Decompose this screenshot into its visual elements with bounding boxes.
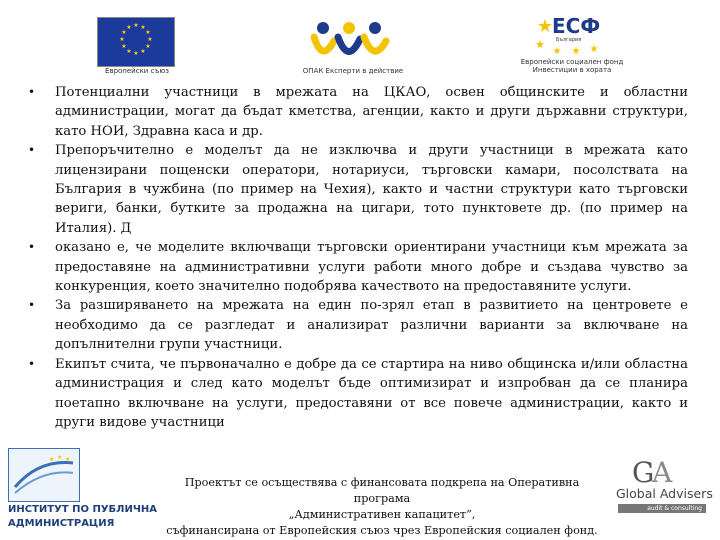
svg-text:★: ★ [121, 43, 127, 50]
svg-text:★: ★ [133, 22, 139, 29]
opak-logo [300, 15, 406, 79]
svg-text:★: ★ [147, 36, 153, 43]
list-item [28, 141, 688, 238]
funding-note-line1: Проектът се осъществява с финансовата подкрепа на Оперативна програма [184, 476, 580, 505]
eu-flag-icon [97, 17, 175, 67]
funding-note-line2: „Административен капацитет”, [288, 508, 476, 521]
esf-caption-line1: Европейски социален фонд [520, 58, 624, 66]
svg-text:★: ★ [65, 456, 71, 463]
esf-logo [512, 10, 632, 80]
opak-caption: ОПАК Експерти в действие [302, 67, 404, 75]
bullet-icon: • [28, 240, 36, 255]
svg-text:★: ★ [140, 48, 146, 55]
ga-mark-icon [630, 456, 690, 486]
svg-text:★: ★ [126, 24, 132, 31]
svg-text:★: ★ [133, 50, 139, 57]
funding-note-line3: съфинансирана от Европейския съюз чрез Европейския социален фонд. [166, 524, 598, 537]
svg-text:★: ★ [140, 24, 146, 31]
svg-text:A: A [652, 456, 673, 486]
bullet-icon: • [28, 356, 36, 371]
svg-text:★: ★ [126, 48, 132, 55]
bullet-icon: • [28, 298, 36, 313]
svg-text:★: ★ [536, 16, 554, 37]
list-item [28, 296, 688, 354]
eu-caption: Европейски съюз [105, 67, 169, 75]
institute-name-line1: ИНСТИТУТ ПО ПУБЛИЧНА [8, 504, 158, 515]
esf-caption-line2: Инвестиции в хората [532, 66, 612, 74]
svg-text:★: ★ [121, 29, 127, 36]
list-item-text: Препоръчително е моделът да не изключва и други участници в мрежата като лицензирани пощенски оператори, нотариуси, търговски камари, посолствата на България в чужбина (по пример на Чехия), както и частни структури като търговски вериги, банки, бутките за продажна на цигари, тото пунктовете др. (по пример на Италия). Д [55, 143, 688, 236]
esf-title: ЕСФ [552, 14, 601, 38]
list-item-text: Екипът счита, че първоначално е добре да се стартира на ниво общинска и/или областна администрация и след като моделът бъде оптимизират и изпробван да се планира поетапно включване на услуги, предоставяни от все повече администрации, както и други видове участници [55, 356, 688, 430]
funding-note [162, 475, 602, 539]
institute-name [8, 503, 157, 531]
list-item-text: Потенциални участници в мрежата на ЦКАО, освен общинските и областни администрации, могат да бъдат кметства, агенции, както и други държавни структури, като НОИ, Здравна каса и др. [55, 85, 688, 139]
esf-caption [512, 58, 632, 74]
svg-text:★: ★ [552, 46, 562, 57]
bullet-icon: • [28, 85, 36, 99]
svg-text:★: ★ [145, 43, 151, 50]
esf-subtitle: България [556, 37, 582, 43]
svg-text:★: ★ [119, 36, 125, 43]
list-item-text: оказано е, че моделите включващи търговски ориентирани участници към мрежата за предоставяне на административни услуги работи много добре и създава чувство за конкуренция, което значително подобрява качеството на предоставяните услуги. [55, 240, 688, 295]
institute-logo [8, 448, 178, 534]
global-advisers-logo [616, 456, 712, 518]
eu-logo [97, 17, 175, 79]
bullet-icon: • [28, 143, 36, 158]
ga-name: Global Advisers [616, 486, 713, 501]
svg-text:★: ★ [535, 38, 545, 51]
opak-figures-icon [300, 15, 406, 67]
svg-text:★: ★ [145, 29, 151, 36]
institute-mark-icon [8, 448, 80, 502]
list-item [28, 238, 688, 296]
institute-name-line2: АДМИНИСТРАЦИЯ [8, 518, 115, 529]
list-item-text: За разширяването на мрежата на един по-зрял етап в развитието на центровете е необходимо да се разгледат и анализират различни варианти за включване на допълнителни групи участници. [55, 298, 688, 353]
svg-text:★: ★ [571, 46, 581, 57]
svg-text:★: ★ [49, 456, 55, 463]
svg-text:G: G [632, 456, 655, 486]
ga-tagline: audit & consulting [618, 504, 706, 513]
bullet-list [28, 83, 688, 432]
list-item [28, 355, 688, 433]
list-item [28, 83, 688, 141]
svg-text:★: ★ [57, 454, 63, 461]
svg-text:★: ★ [589, 44, 599, 55]
